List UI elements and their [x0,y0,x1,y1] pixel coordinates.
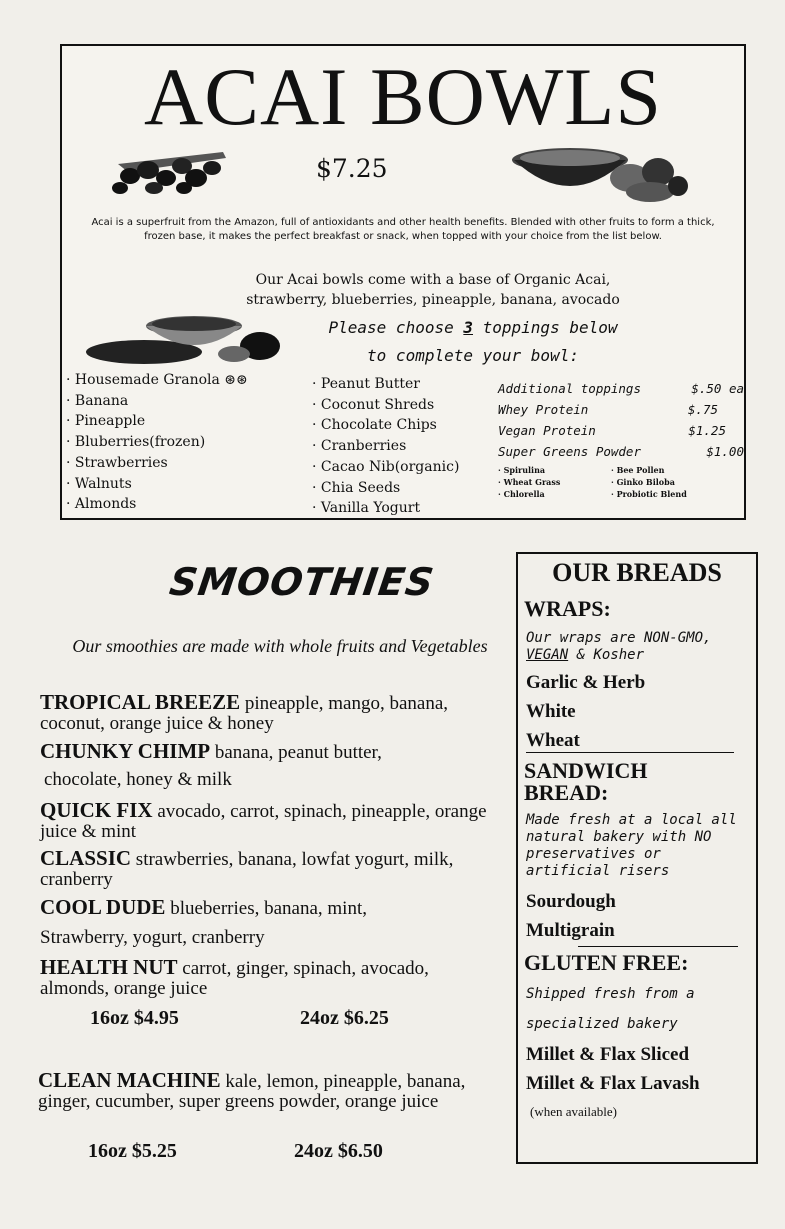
smoothie-item [40,800,500,842]
smoothie-ingredients: carrot, ginger, spinach, avocado, almonds, orange juice [40,958,429,999]
topping-item: · Cacao Nib(organic) [312,457,459,478]
breads-title: OUR BREADS [552,558,722,587]
acai-price: $7.25 [316,154,388,183]
acai-bowls-section [60,44,746,520]
additional-label: Whey Protein [498,402,589,417]
additional-price: $1.25 [688,423,726,438]
additional-label: Vegan Protein [498,423,596,438]
additional-toppings [498,378,744,462]
acai-bowl-toppings-image [84,306,284,366]
acai-base-line: strawberry, blueberries, pineapple, banana, avocado [246,292,620,308]
topping-item: · Coconut Shreds [312,395,459,416]
sandwich-heading: SANDWICH [524,758,648,783]
additional-row [498,420,744,441]
smoothie-name: COOL DUDE [40,895,166,919]
topping-item: · Chocolate Chips [312,415,459,436]
bread-item: Sourdough [526,891,616,912]
smoothie-name: TROPICAL BREEZE [40,690,241,714]
smoothies-title: SMOOTHIES [166,560,438,604]
topping-item: · Chia Seeds [312,478,459,499]
smoothie-name: QUICK FIX [40,798,153,822]
choose-count: 3 [463,318,473,337]
greens-item: · Chlorella [498,488,605,500]
choose-text: to complete your bowl: [367,346,579,365]
smoothie-ingredients: chocolate, honey & milk [44,769,232,790]
acai-title: ACAI BOWLS [144,51,662,142]
availability-note: (when available) [530,1104,617,1119]
acai-base-line: Our Acai bowls come with a base of Organic Acai, [255,272,611,288]
wraps-heading: WRAPS: [524,596,611,621]
price-16oz: 16oz $5.25 [88,1140,177,1162]
topping-item: · Housemade Granola ⊛⊛ [66,370,248,391]
additional-label: Additional toppings [498,381,641,396]
wraps-note [526,630,750,664]
smoothie-item [40,692,500,734]
acai-bowl-image [510,142,690,204]
greens-item: · Wheat Grass [498,476,605,488]
toppings-list-2 [312,374,459,519]
bread-item: Millet & Flax Lavash [526,1073,700,1094]
smoothie-item [40,957,500,999]
additional-row [498,399,744,420]
bread-item: White [526,701,576,722]
additional-price: $1.00 [706,444,744,459]
smoothie-ingredients: kale, lemon, pineapple, banana, ginger, cucumber, super greens powder, orange juice [38,1071,466,1112]
smoothie-ingredients: banana, peanut butter, [210,742,382,763]
gluten-free-note: Shipped fresh from a [526,986,695,1002]
additional-row [498,378,744,399]
smoothie-ingredients: pineapple, mango, banana, coconut, orange juice & honey [40,693,449,734]
acai-base-description [162,270,704,310]
smoothie-item [40,928,500,948]
smoothie-name: CLEAN MACHINE [38,1068,221,1092]
acai-berries-image [108,144,228,196]
toppings-list-1 [66,370,248,515]
smoothie-ingredients: strawberries, banana, lowfat yogurt, milk, cranberry [40,849,454,890]
smoothie-item [40,897,500,919]
smoothie-ingredients: avocado, carrot, spinach, pineapple, orange juice & mint [40,801,487,842]
additional-price: $.75 [687,402,718,417]
bread-item: Garlic & Herb [526,672,646,693]
smoothie-item [38,1070,498,1112]
acai-choose-instructions [272,314,674,370]
smoothie-ingredients: blueberries, banana, mint, [165,898,367,919]
price-16oz: 16oz $4.95 [90,1007,179,1029]
sandwich-heading: BREAD: [524,780,609,805]
smoothie-item [40,848,500,890]
smoothie-name: CHUNKY CHIMP [40,739,211,763]
price-24oz: 24oz $6.25 [300,1007,389,1029]
topping-item: · Vanilla Yogurt [312,498,459,519]
smoothie-name: CLASSIC [40,846,132,870]
bread-item: Millet & Flax Sliced [526,1044,690,1065]
greens-item: · Probiotic Blend [611,488,718,500]
topping-item: · Peanut Butter [312,374,459,395]
note-text: Our wraps are NON-GMO, [526,630,712,646]
greens-item: · Spirulina [498,464,605,476]
greens-item: · Ginko Biloba [611,476,718,488]
bread-item: Wheat [526,730,580,751]
gluten-free-note: specialized bakery [526,1016,678,1032]
price-24oz: 24oz $6.50 [294,1140,383,1162]
choose-text: toppings below [473,318,618,337]
topping-item: · Bluberries(frozen) [66,432,248,453]
note-text: VEGAN [526,647,569,663]
additional-label: Super Greens Powder [498,444,641,459]
note-text: & Kosher [568,647,645,663]
divider [526,752,734,753]
smoothies-intro: Our smoothies are made with whole fruits and Vegetables [72,636,488,656]
greens-item: · Bee Pollen [611,464,718,476]
acai-description: Acai is a superfruit from the Amazon, full of antioxidants and other health benefits. Blended with other fruits to form a thick, frozen base, it makes the perfect breakfast or snack, when topped with your choice from the list below. [91,217,715,242]
gluten-free-heading: GLUTEN FREE: [524,950,689,975]
topping-item: · Pineapple [66,411,248,432]
smoothie-ingredients: Strawberry, yogurt, cranberry [40,927,265,948]
smoothie-item [40,741,500,763]
topping-item: · Walnuts [66,474,248,495]
additional-price: $.50 ea [691,381,744,396]
divider [578,946,738,947]
topping-item: · Almonds [66,494,248,515]
additional-row [498,441,744,462]
sandwich-note: Made fresh at a local all natural bakery with NO preservatives or artificial risers [526,812,737,879]
topping-item: · Cranberries [312,436,459,457]
super-greens-list [498,464,718,500]
bread-item: Multigrain [526,920,615,941]
smoothie-item [44,770,504,790]
breads-section [516,552,758,1164]
choose-text: Please choose [328,318,464,337]
topping-item: · Strawberries [66,453,248,474]
smoothie-name: HEALTH NUT [40,955,178,979]
topping-item: · Banana [66,391,248,412]
